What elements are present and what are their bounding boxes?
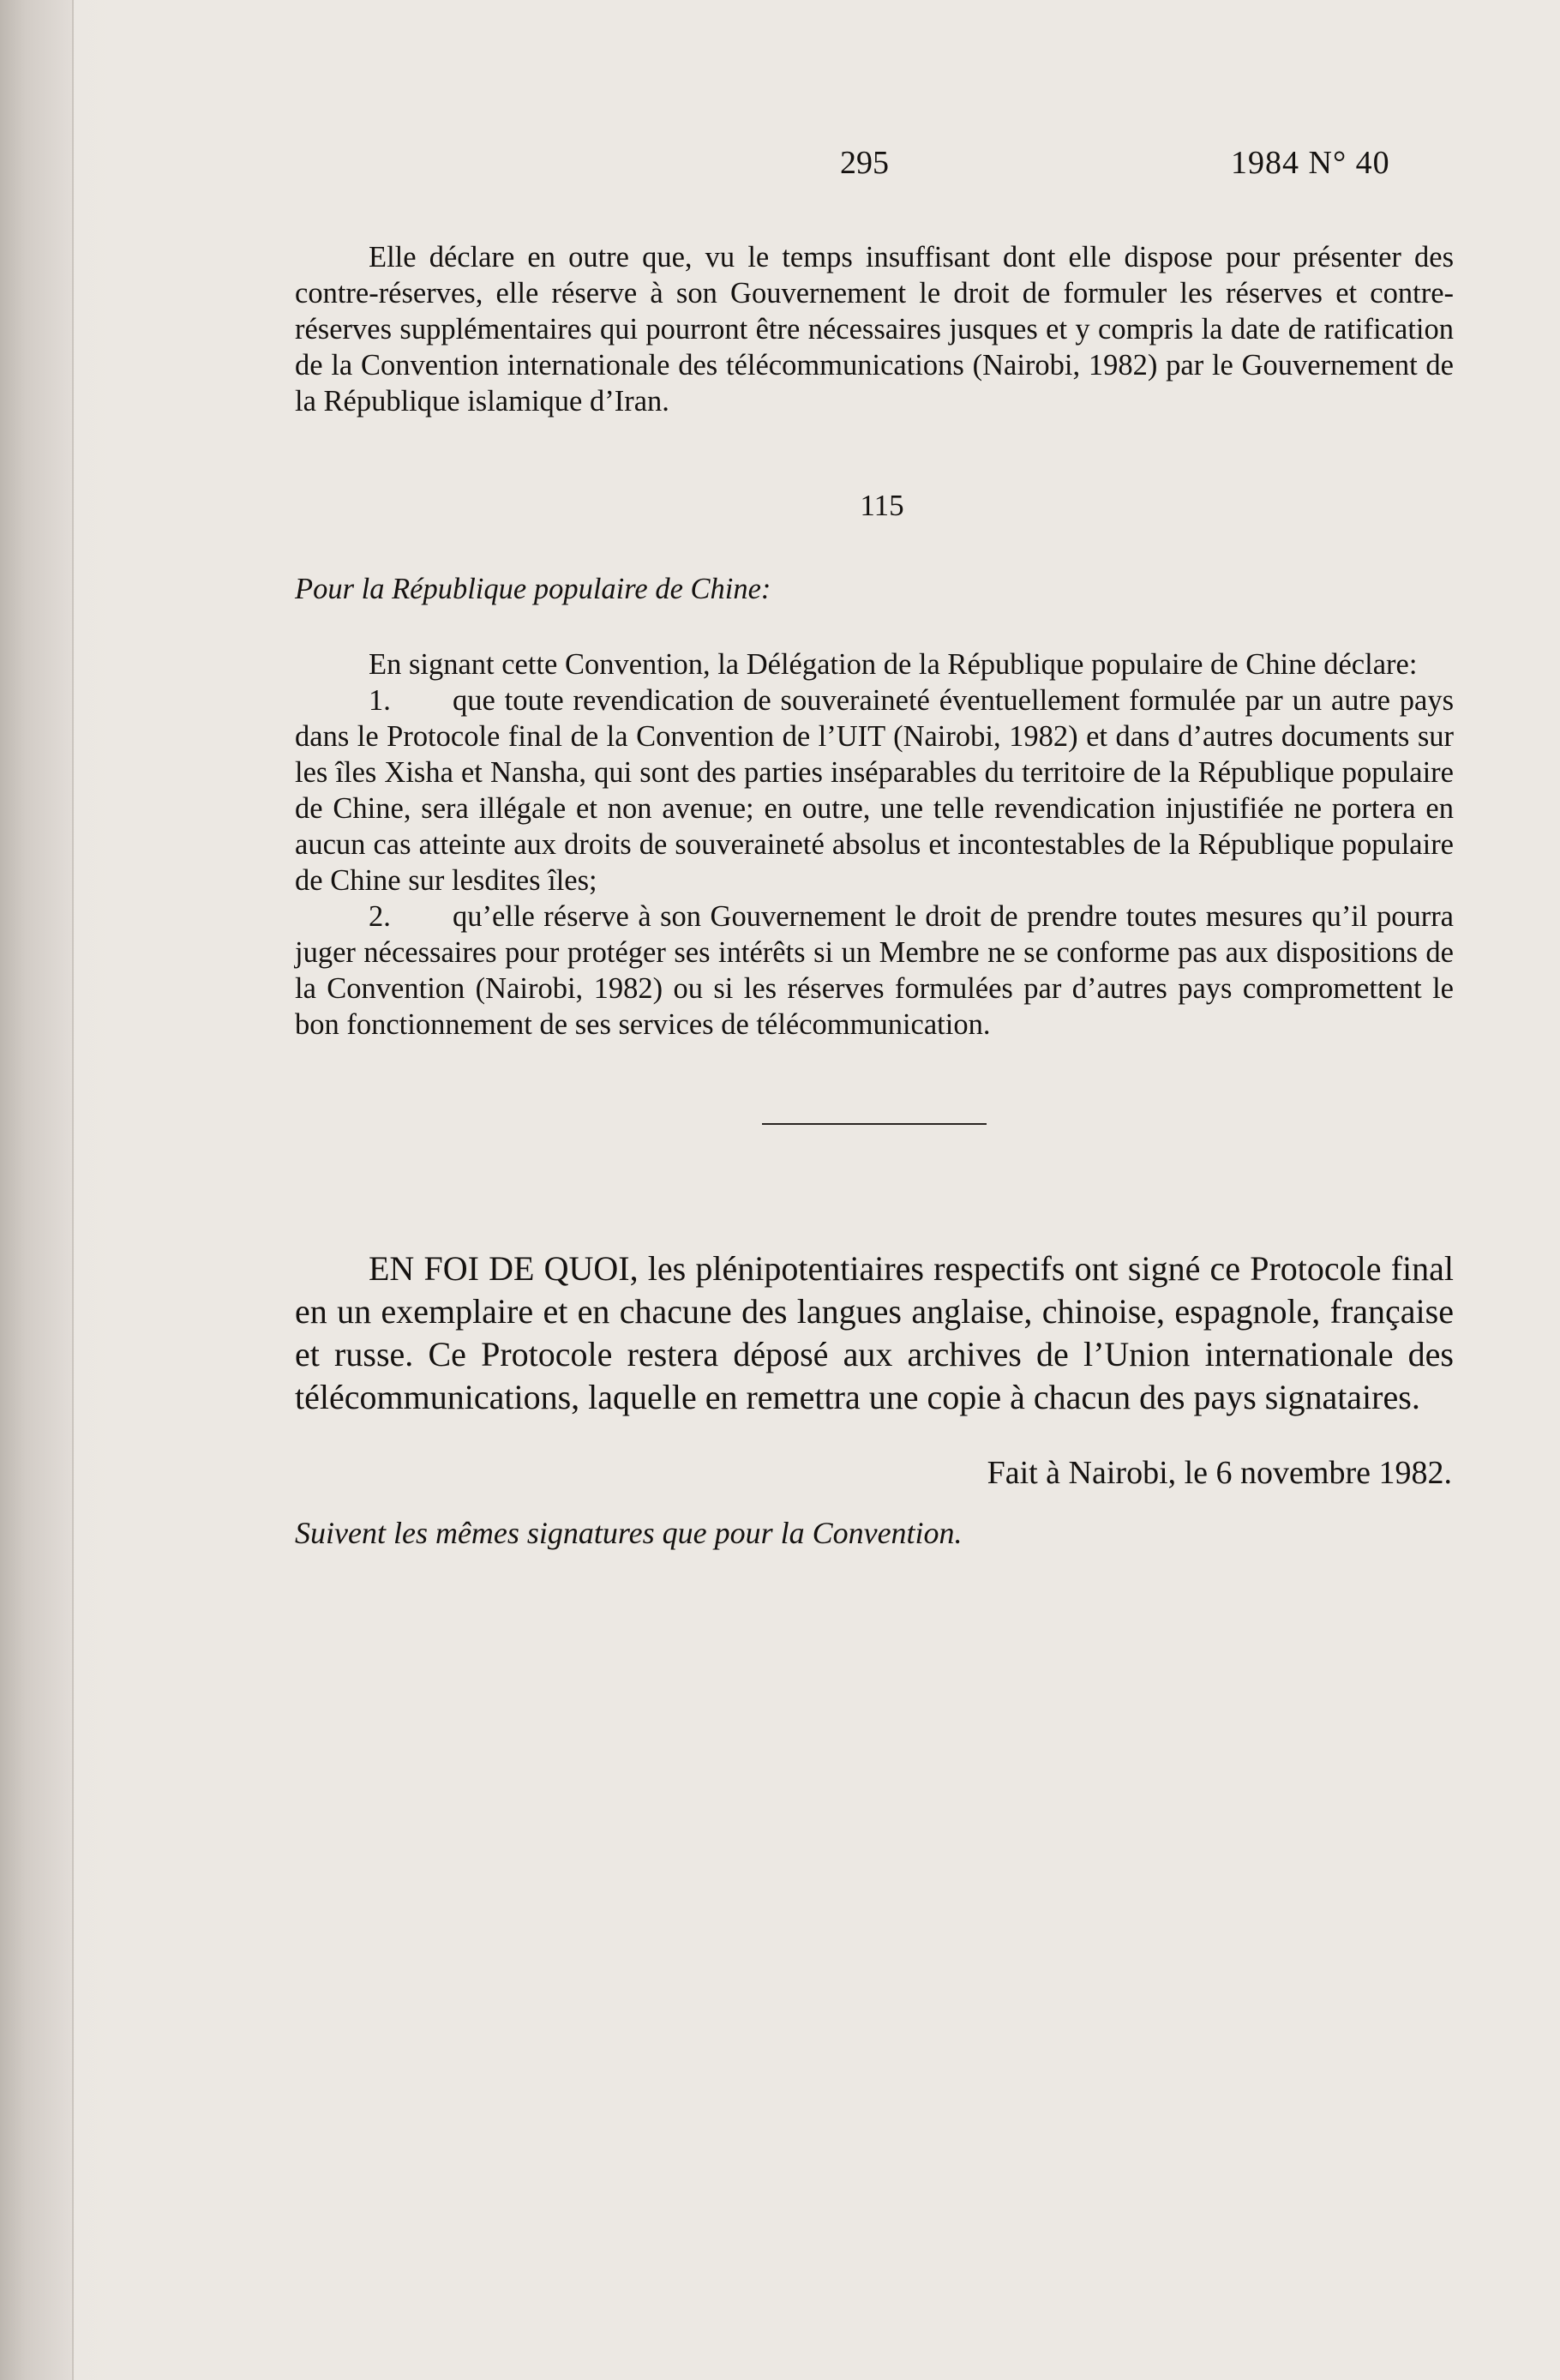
- page-gutter-shadow: [0, 0, 72, 2380]
- section-number: 115: [860, 489, 904, 522]
- item-number: 1.: [369, 684, 391, 717]
- item-number: 2.: [369, 900, 391, 933]
- document-body: [295, 239, 1454, 1551]
- section-heading: Pour la République populaire de Chine:: [295, 573, 771, 605]
- declaration-paragraph: Elle déclare en outre que, vu le temps insuffisant dont elle dispose pour présenter des contre-réserves, elle réserve à son Gouvernement le droit de formuler les réserves et contre-réserves supplémentaires qui pourront être nécessaires jusques et y compris la date de ratification de la Convention internationale des télécommunications (Nairobi, 1982) par le Gouvernement de la République islamique d’Iran.: [295, 241, 1454, 418]
- section-intro-paragraph: En signant cette Convention, la Délégation de la République populaire de Chine déclare:: [369, 648, 1418, 681]
- section-divider: [762, 1123, 987, 1125]
- volume-year-number: 1984 N° 40: [1231, 145, 1390, 181]
- page-gutter-edge: [72, 0, 74, 2380]
- place-and-date: Fait à Nairobi, le 6 novembre 1982.: [987, 1455, 1452, 1491]
- declaration-item-2: [295, 899, 1454, 1043]
- item-text: que toute revendication de souveraineté éventuellement formulée par un autre pays dans le Protocole final de la Convention de l’UIT (Nairobi, 1982) et dans d’autres documents sur les îles Xisha et Nansha, qui sont des parties inséparables du territoire de la République populaire de Chine, sera illégale et non avenue; en outre, une telle revendication injustifiée ne portera en aucun cas atteinte aux droits de souveraineté absolus et incontestables de la République populaire de Chine sur lesdites îles;: [295, 684, 1454, 897]
- item-text: qu’elle réserve à son Gouvernement le droit de prendre toutes mesures qu’il pourra juger nécessaires pour protéger ses intérêts si un Membre ne se conforme pas aux dispositions de la Convention (Nairobi, 1982) ou si les réserves formulées par d’autres pays compromettent le bon fonctionnement de ses services de télécommunication.: [295, 900, 1454, 1041]
- page-number: 295: [840, 145, 889, 181]
- signatures-note: Suivent les mêmes signatures que pour la Convention.: [295, 1516, 963, 1550]
- closing-paragraph: EN FOI DE QUOI, les plénipotentiaires respectifs ont signé ce Protocole final en un exemplaire et en chacune des langues anglaise, chinoise, espagnole, française et russe. Ce Protocole restera déposé aux archives de l’Union internationale des télécommunications, laquelle en remettra une copie à chacun des pays signataires.: [295, 1249, 1454, 1416]
- declaration-item-1: [295, 682, 1454, 899]
- running-head: [0, 144, 1560, 187]
